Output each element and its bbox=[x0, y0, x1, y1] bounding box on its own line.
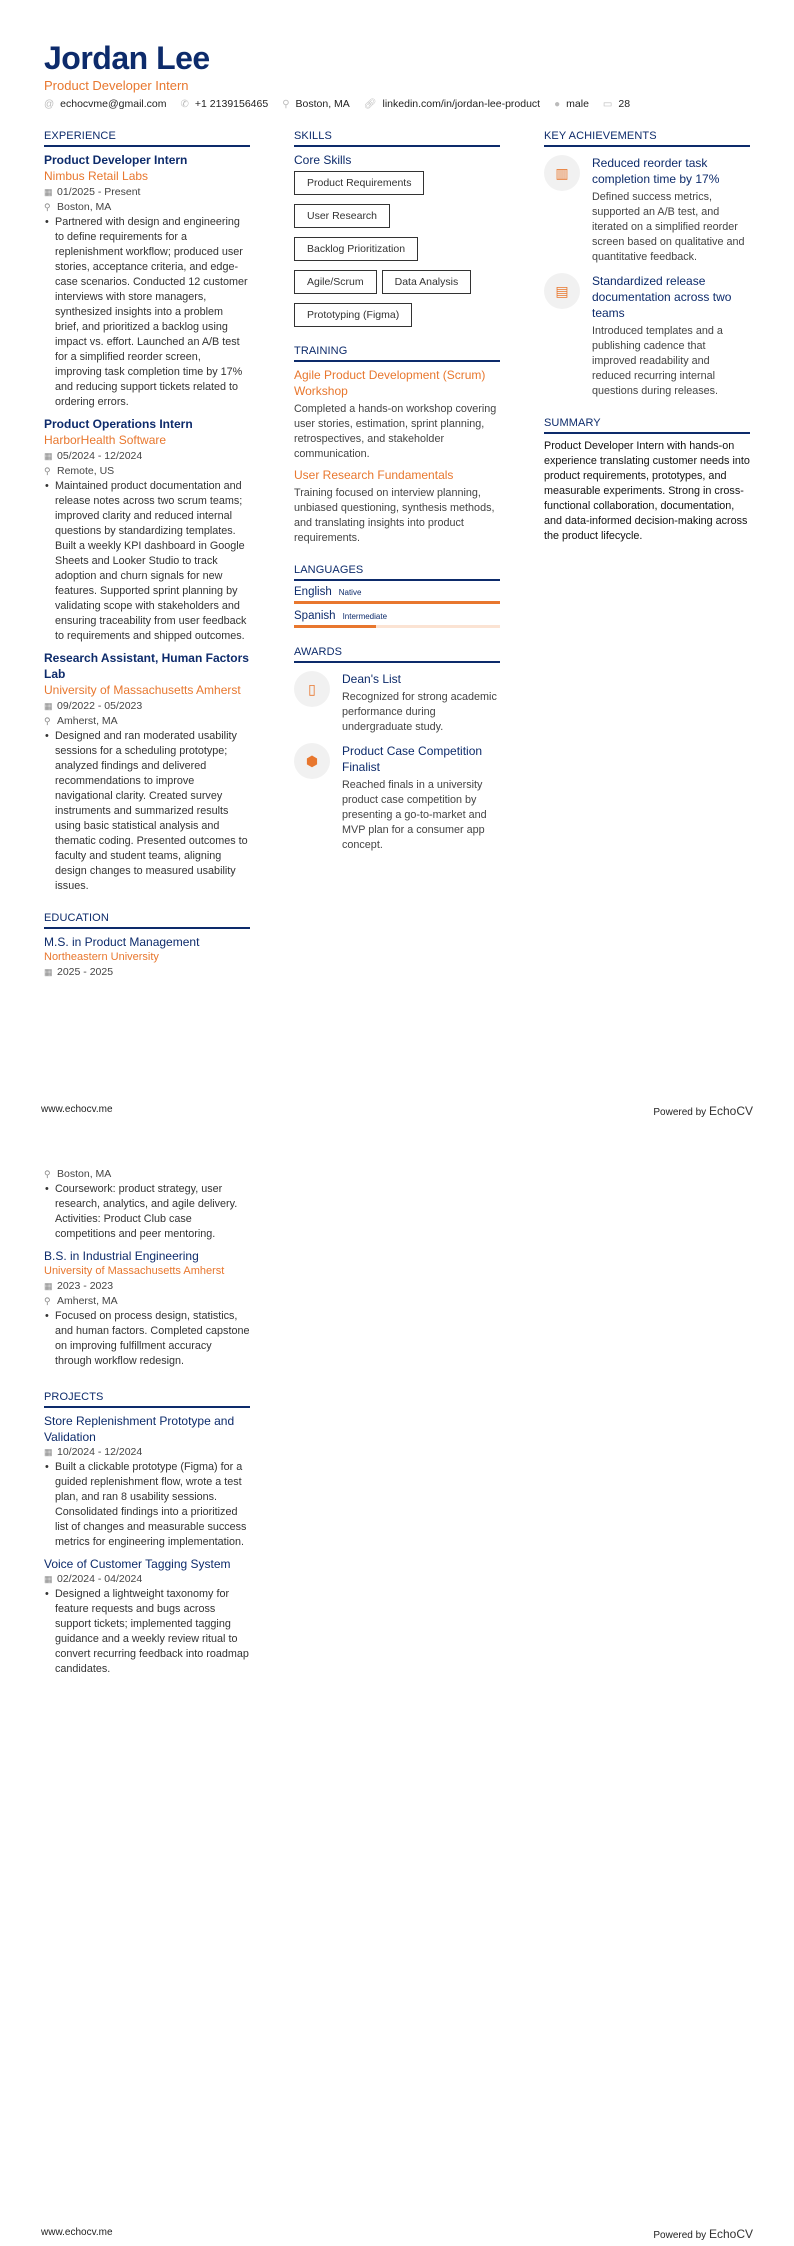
calendar-icon: ▦ bbox=[44, 967, 53, 977]
dates bbox=[44, 965, 250, 980]
powered-by-text: Powered by bbox=[653, 1107, 707, 1118]
dates-text: 2023 - 2023 bbox=[57, 1280, 114, 1292]
language-level: Native bbox=[338, 588, 362, 597]
award-item bbox=[294, 671, 500, 735]
experience-entry bbox=[44, 152, 250, 410]
user-icon: ● bbox=[554, 99, 561, 110]
skill-tag: Data Analysis bbox=[382, 270, 472, 294]
project-entry bbox=[44, 1413, 250, 1550]
school: University of Massachusetts Amherst bbox=[44, 1265, 225, 1277]
skill-tag: Backlog Prioritization bbox=[294, 237, 418, 261]
company: Nimbus Retail Labs bbox=[44, 169, 149, 183]
dates bbox=[44, 699, 250, 714]
language-level: Intermediate bbox=[342, 612, 388, 621]
dates bbox=[44, 1445, 250, 1460]
location-icon: ⚲ bbox=[44, 466, 51, 476]
calendar-icon: ▦ bbox=[44, 1281, 53, 1291]
footer-site-link[interactable]: www.echocv.me bbox=[41, 1104, 113, 1115]
location bbox=[44, 714, 250, 729]
contact-location bbox=[282, 98, 350, 110]
email-text: echocvme@gmail.com bbox=[60, 98, 167, 110]
location-text: Boston, MA bbox=[57, 1168, 112, 1180]
achievement-item bbox=[544, 273, 750, 399]
training-description: Completed a hands-on workshop covering user stories, estimation, sprint planning, retrospectives, and stakeholder communication. bbox=[294, 403, 497, 460]
linkedin-text: linkedin.com/in/jordan-lee-product bbox=[382, 98, 541, 110]
section-heading-projects: PROJECTS bbox=[44, 1391, 250, 1408]
language-bar-fill bbox=[294, 625, 376, 628]
training-title: Agile Product Development (Scrum) Workshop bbox=[294, 368, 486, 398]
language-name: English bbox=[294, 586, 332, 598]
section-heading-languages: LANGUAGES bbox=[294, 564, 500, 581]
powered-by-text: Powered by bbox=[653, 2230, 707, 2241]
gender-text: male bbox=[566, 98, 589, 110]
bullet: • Focused on process design, statistics, and human factors. Completed capstone on improving fulfillment accuracy through workflow redesign. bbox=[44, 1309, 250, 1369]
award-title: Product Case Competition Finalist bbox=[342, 744, 483, 774]
dates-text: 02/2024 - 04/2024 bbox=[57, 1573, 143, 1585]
brand-name: EchoCV bbox=[708, 1104, 753, 1118]
location-icon: ⚲ bbox=[44, 202, 51, 212]
location-text: Boston, MA bbox=[295, 98, 350, 110]
footer-powered[interactable] bbox=[653, 1104, 753, 1118]
award-item bbox=[294, 743, 500, 853]
left-column bbox=[44, 1167, 250, 1683]
bullet: • Partnered with design and engineering to define requirements for a replenishment workflow; produced user stories, acceptance criteria, and edge-case scenarios. Conducted 12 customer interviews with store managers, synthesized insights into a problem brief, and prioritized a backlog using impact vs. effort. Launched an A/B test for a simplified reorder screen, improving task completion time by 17% and reducing support tickets related to ordering errors. bbox=[44, 215, 250, 410]
dates-text: 10/2024 - 12/2024 bbox=[57, 1446, 143, 1458]
location-icon: ⚲ bbox=[44, 1169, 51, 1179]
link-icon: 🔗︎ bbox=[363, 99, 377, 110]
project-title: Voice of Customer Tagging System bbox=[44, 1557, 231, 1571]
project-title: Store Replenishment Prototype and Validation bbox=[44, 1414, 235, 1444]
contact-age bbox=[603, 98, 630, 110]
brand-name: EchoCV bbox=[708, 2227, 753, 2241]
skill-tag: Prototyping (Figma) bbox=[294, 303, 412, 327]
achievement-item bbox=[544, 155, 750, 265]
contact-email[interactable] bbox=[44, 98, 167, 110]
job-title: Research Assistant, Human Factors Lab bbox=[44, 651, 249, 681]
age-text: 28 bbox=[618, 98, 631, 110]
building-icon: ▥ bbox=[544, 155, 580, 191]
bullet: • Built a clickable prototype (Figma) for a guided replenishment flow, wrote a test plan, and ran 8 usability sessions. Consolidated findings into a prioritized list of changes and measurable success metrics for engineering implementation. bbox=[44, 1460, 250, 1550]
calendar-icon: ▦ bbox=[44, 187, 53, 197]
candidate-name: Jordan Lee bbox=[44, 40, 210, 76]
language-name: Spanish bbox=[294, 610, 336, 622]
resume-page-2 bbox=[0, 1123, 794, 2246]
experience-entry bbox=[44, 416, 250, 644]
bullet: • Coursework: product strategy, user research, analytics, and agile delivery. Activities: Product Club case competitions and peer mentoring. bbox=[44, 1182, 250, 1242]
language-item bbox=[294, 586, 500, 598]
dates bbox=[44, 1572, 250, 1587]
location bbox=[44, 200, 250, 215]
calendar-icon: ▦ bbox=[44, 701, 53, 711]
dates-text: 05/2024 - 12/2024 bbox=[57, 450, 143, 462]
skill-tag: User Research bbox=[294, 204, 390, 228]
language-item bbox=[294, 610, 500, 622]
achievement-title: Reduced reorder task completion time by 17% bbox=[592, 156, 720, 186]
achievement-description: Introduced templates and a publishing cadence that improved readability and reduced recurring internal questions during releases. bbox=[592, 325, 723, 397]
section-heading-experience: EXPERIENCE bbox=[44, 130, 250, 147]
dates bbox=[44, 1279, 250, 1294]
experience-entry bbox=[44, 650, 250, 894]
degree: M.S. in Product Management bbox=[44, 935, 200, 949]
achievement-description: Defined success metrics, supported an A/B test, and iterated on a simplified reorder screen based on qualitative and quantitative feedback. bbox=[592, 191, 745, 263]
at-icon: @ bbox=[44, 99, 55, 110]
bullet: • Designed a lightweight taxonomy for feature requests and bugs across support tickets; implemented tagging guidance and a weekly review ritual to convert recurring feedback into roadmap candidates. bbox=[44, 1587, 250, 1677]
award-description: Reached finals in a university product case competition by presenting a go-to-market and MVP plan for a consumer app concept. bbox=[342, 779, 487, 851]
skill-tag: Product Requirements bbox=[294, 171, 424, 195]
section-heading-education: EDUCATION bbox=[44, 912, 250, 929]
location-icon: ⚲ bbox=[44, 716, 51, 726]
phone-text: +1 2139156465 bbox=[194, 98, 269, 110]
calendar-icon: ▦ bbox=[44, 1447, 53, 1457]
company: University of Massachusetts Amherst bbox=[44, 683, 241, 697]
dates bbox=[44, 449, 250, 464]
section-heading-summary: SUMMARY bbox=[544, 417, 750, 434]
cube-icon: ⬢ bbox=[294, 743, 330, 779]
skill-tag: Agile/Scrum bbox=[294, 270, 377, 294]
location-text: Boston, MA bbox=[57, 201, 112, 213]
dates bbox=[44, 185, 250, 200]
location-text: Remote, US bbox=[57, 465, 115, 477]
footer-site-link[interactable]: www.echocv.me bbox=[41, 2227, 113, 2238]
middle-column bbox=[294, 130, 500, 853]
location bbox=[44, 1167, 250, 1182]
achievement-title: Standardized release documentation across two teams bbox=[592, 274, 732, 320]
skill-group-title: Core Skills bbox=[294, 153, 352, 167]
bullet: • Maintained product documentation and release notes across two scrum teams; improved clarity and reduced internal questions by standardizing templates. Built a weekly KPI dashboard in Google Sheets and Looker Studio to track adoption and churn signals for new features. Supported sprint planning by validating scope with stakeholders and ensuring traceability from user feedback to requirements and shipped outcomes. bbox=[44, 479, 250, 644]
summary-text: Product Developer Intern with hands-on experience translating customer needs into product requirements, prototypes, and measurable experiments. Strong in cross-functional collaboration, documentation, and data-informed decision-making across the product lifecycle. bbox=[544, 440, 750, 542]
calendar-icon: ▦ bbox=[44, 451, 53, 461]
calendar-icon: ▭ bbox=[602, 99, 613, 110]
contact-gender bbox=[554, 98, 589, 110]
calendar-icon: ▦ bbox=[44, 1574, 53, 1584]
phone-icon: ✆ bbox=[180, 99, 189, 110]
location-icon: ⚲ bbox=[44, 1296, 51, 1306]
award-description: Recognized for strong academic performance during undergraduate study. bbox=[342, 691, 497, 733]
project-entry bbox=[44, 1556, 250, 1677]
contact-linkedin[interactable] bbox=[364, 98, 540, 110]
degree: B.S. in Industrial Engineering bbox=[44, 1249, 199, 1263]
right-column bbox=[544, 130, 750, 544]
location-text: Amherst, MA bbox=[57, 1295, 118, 1307]
dates-text: 01/2025 - Present bbox=[57, 186, 141, 198]
job-title: Product Operations Intern bbox=[44, 417, 193, 431]
section-heading-awards: AWARDS bbox=[294, 646, 500, 663]
page-footer bbox=[41, 1104, 753, 1118]
left-column bbox=[44, 130, 250, 980]
document-plus-icon: ▤ bbox=[544, 273, 580, 309]
dates-text: 09/2022 - 05/2023 bbox=[57, 700, 143, 712]
language-bar bbox=[294, 601, 500, 604]
page-footer bbox=[41, 2227, 753, 2241]
language-bar bbox=[294, 625, 500, 628]
candidate-title: Product Developer Intern bbox=[44, 78, 189, 93]
dates-text: 2025 - 2025 bbox=[57, 966, 114, 978]
section-heading-skills: SKILLS bbox=[294, 130, 500, 147]
footer-powered[interactable] bbox=[653, 2227, 753, 2241]
bullet: • Designed and ran moderated usability sessions for a scheduling prototype; analyzed findings and delivered recommendations to improve navigational clarity. Created survey instruments and summarized results using basic statistical analysis and thematic coding. Presented outcomes to faculty and student teams, aligning design changes to measured usability issues. bbox=[44, 729, 250, 894]
location bbox=[44, 464, 250, 479]
contact-phone[interactable] bbox=[181, 98, 269, 110]
section-heading-key-achievements: KEY ACHIEVEMENTS bbox=[544, 130, 750, 147]
training-title: User Research Fundamentals bbox=[294, 468, 454, 482]
location-text: Amherst, MA bbox=[57, 715, 118, 727]
location-icon: ⚲ bbox=[282, 99, 290, 110]
school: Northeastern University bbox=[44, 951, 159, 963]
section-heading-training: TRAINING bbox=[294, 345, 500, 362]
award-title: Dean's List bbox=[342, 672, 401, 686]
language-bar-fill bbox=[294, 601, 500, 604]
phone-icon: ▯ bbox=[294, 671, 330, 707]
company: HarborHealth Software bbox=[44, 433, 167, 447]
location bbox=[44, 1294, 250, 1309]
skill-tags bbox=[294, 171, 500, 336]
job-title: Product Developer Intern bbox=[44, 153, 188, 167]
training-description: Training focused on interview planning, unbiased questioning, synthesis methods, and translating insights into product requirements. bbox=[294, 487, 495, 544]
contact-bar bbox=[44, 98, 630, 110]
